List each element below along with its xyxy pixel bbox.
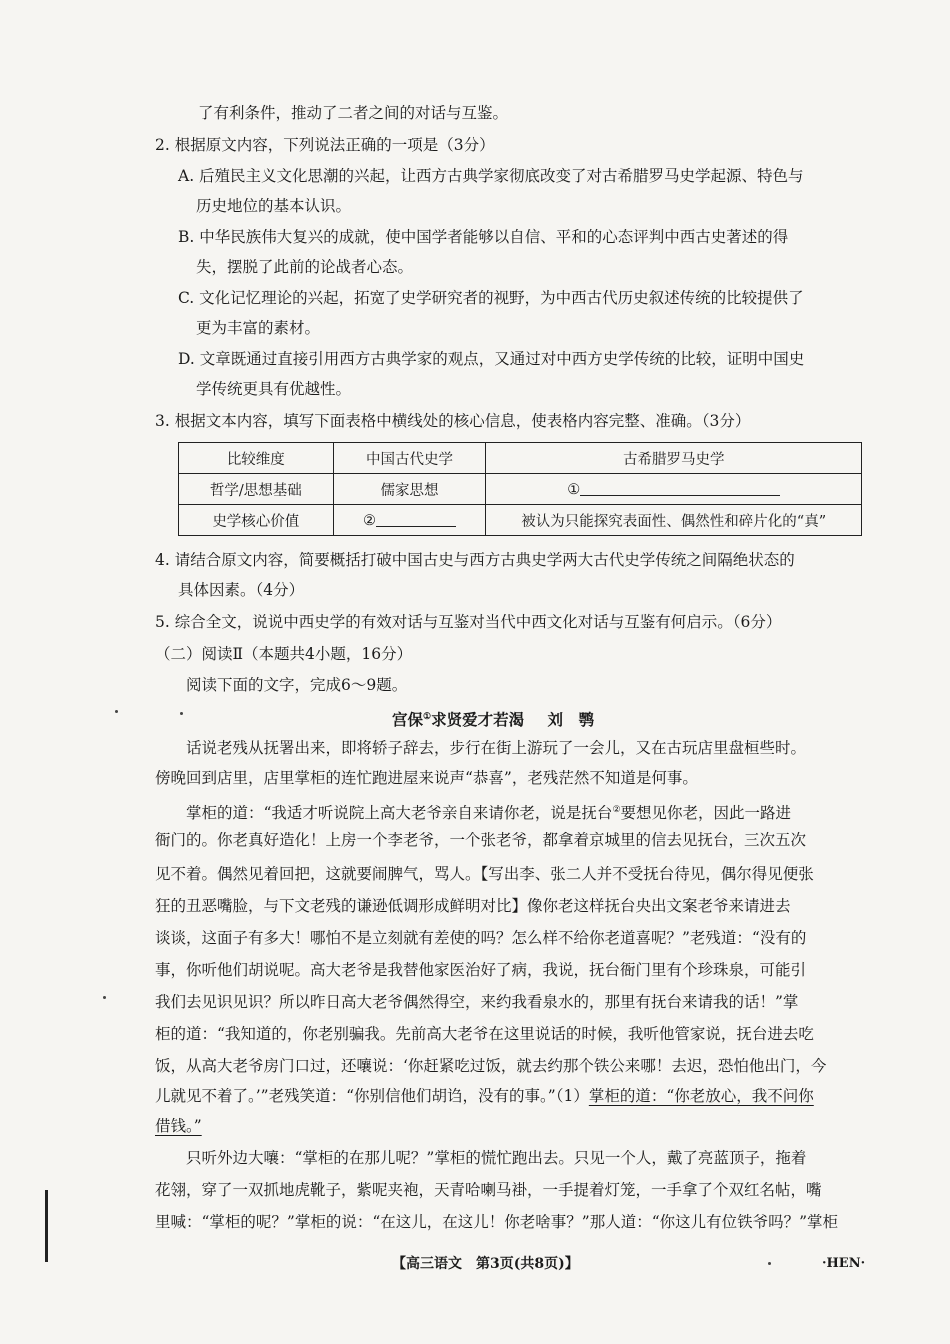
story-line: 柜的道：“我知道的，你老别骗我。先前高大老爷在这里说话的时候，我听他管家说，抚台进去吃 <box>155 1025 814 1043</box>
option-b-line2: 失，摆脱了此前的论战者心态。 <box>196 258 414 276</box>
story-author: 刘 鹗 <box>547 710 595 730</box>
page-footer: 【高三语文 第3页(共8页)】 <box>392 1256 579 1272</box>
option-d-line1: D. 文章既通过直接引用西方古典学家的观点，又通过对中西方史学传统的比较，证明中国史 <box>178 350 805 368</box>
story-line: 傍晚回到店里，店里掌柜的连忙跑进屋来说声“恭喜”，老残茫然不知道是何事。 <box>155 769 698 787</box>
question-3: 3. 根据文本内容，填写下面表格中横线处的核心信息，使表格内容完整、准确。（3分） <box>155 412 751 430</box>
story-line: 话说老残从抚署出来，即将轿子辞去，步行在街上游玩了一会儿，又在古玩店里盘桓些时。 <box>186 739 807 757</box>
story-line <box>155 1116 202 1136</box>
question-2: 2. 根据原文内容，下列说法正确的一项是（3分） <box>155 136 495 154</box>
option-d-line2: 学传统更具有优越性。 <box>196 380 352 398</box>
story-text: 儿就见不着了。’”老残笑道：“你别信他们胡诌，没有的事。”（1） <box>155 1087 589 1105</box>
underlined-sentence: 借钱。” <box>155 1117 202 1135</box>
table-cell <box>486 474 862 505</box>
story-line <box>186 800 791 823</box>
instruction: 阅读下面的文字，完成6～9题。 <box>186 676 408 694</box>
option-c-line2: 更为丰富的素材。 <box>196 319 321 337</box>
story-line: 饭，从高大老爷房门口过，还嚷说：‘你赶紧吃过饭，就去约那个铁公来哪！去迟，恐怕他出门，今 <box>155 1057 827 1075</box>
table-cell: 史学核心价值 <box>179 505 334 536</box>
blank-marker: ① <box>567 481 581 498</box>
story-line: 事，你听他们胡说呢。高大老爷是我替他家医治好了病，我说，抚台衙门里有个珍珠泉，可能引 <box>155 961 807 979</box>
comparison-table <box>178 442 862 536</box>
table-cell <box>333 505 486 536</box>
question-5: 5. 综合全文，说说中西史学的有效对话与互鉴对当代中西文化对话与互鉴有何启示。（6分） <box>155 613 782 631</box>
story-line: 见不着。偶然见着回把，这就要闹脾气，骂人。【写出李、张二人并不受抚台待见，偶尔得见便张 <box>155 865 814 883</box>
story-line: 谈谈，这面子有多大！哪怕不是立刻就有差使的吗？怎么样不给你老道喜呢？”老残道：“没有的 <box>155 929 807 947</box>
scan-dot <box>768 1262 771 1265</box>
question-4-line2: 具体因素。（4分） <box>178 581 305 599</box>
underlined-sentence: 掌柜的道：“你老放心，我不问你 <box>588 1087 814 1105</box>
story-line: 花翎，穿了一双抓地虎靴子，紫呢夹袍，天青哈喇马褂，一手提着灯笼，一手拿了个双红名帖，嘴 <box>155 1181 822 1199</box>
table-cell: 被认为只能探究表面性、偶然性和碎片化的“真” <box>486 505 862 536</box>
story-line <box>155 1086 814 1106</box>
story-line: 狂的丑恶嘴脸，与下文老残的谦逊低调形成鲜明对比】像你老这样抚台央出文案老爷来请进去 <box>155 897 791 915</box>
scan-dot <box>103 996 106 999</box>
story-text: 掌柜的道：“我适才听说院上高大老爷亲自来请你老，说是抚台 <box>186 804 613 823</box>
blank-marker: ② <box>363 512 377 529</box>
option-a-line1: A. 后殖民主义文化思潮的兴起，让西方古典学家彻底改变了对古希腊罗马史学起源、特色与 <box>178 167 804 185</box>
scan-mark <box>45 1190 48 1262</box>
title-part: 求贤爱才若渴 <box>431 710 525 730</box>
table-cell: 哲学/思想基础 <box>179 474 334 505</box>
table-header: 古希腊罗马史学 <box>486 443 862 474</box>
question-4-line1: 4. 请结合原文内容，简要概括打破中国古史与西方古典史学两大古代史学传统之间隔绝状态的 <box>155 551 795 569</box>
story-line: 里喊：“掌柜的呢？”掌柜的说：“在这儿，在这儿！你老啥事？”那人道：“你这儿有位铁爷吗？”掌柜 <box>155 1213 839 1231</box>
table-header: 比较维度 <box>179 443 334 474</box>
section-heading: （二）阅读Ⅱ（本题共4小题，16分） <box>155 645 413 663</box>
footnote-mark: ① <box>423 712 432 722</box>
story-line: 只听外边大嚷：“掌柜的在那儿呢？”掌柜的慌忙跑出去。只见一个人，戴了亮蓝顶子，拖着 <box>186 1149 807 1167</box>
footer-code: ·HEN· <box>822 1256 866 1271</box>
table-row <box>179 474 862 505</box>
title-part: 宫保 <box>392 710 424 730</box>
scan-dot <box>115 710 118 713</box>
story-line: 衙门的。你老真好造化！上房一个李老爷，一个张老爷，都拿着京城里的信去见抚台，三次五次 <box>155 831 807 849</box>
option-a-line2: 历史地位的基本认识。 <box>196 197 352 215</box>
answer-blank-2[interactable] <box>376 512 456 527</box>
table-row <box>179 505 862 536</box>
story-line: 我们去见识见识？所以昨日高大老爷偶然得空，来约我看泉水的，那里有抚台来请我的话！”掌 <box>155 993 799 1011</box>
option-c-line1: C. 文化记忆理论的兴起，拓宽了史学研究者的视野，为中西古代历史叙述传统的比较提供了 <box>178 289 804 307</box>
story-title <box>392 707 594 730</box>
table-header: 中国古代史学 <box>333 443 486 474</box>
table-row <box>179 443 862 474</box>
footnote-mark: ② <box>612 805 621 815</box>
table-cell: 儒家思想 <box>333 474 486 505</box>
text-line: 了有利条件，推动了二者之间的对话与互鉴。 <box>198 104 509 122</box>
option-b-line1: B. 中华民族伟大复兴的成就，使中国学者能够以自信、平和的心态评判中西古史著述的得 <box>178 228 789 246</box>
scan-dot <box>180 712 183 715</box>
story-text: 要想见你老，因此一路进 <box>620 804 792 823</box>
answer-blank-1[interactable] <box>580 481 780 496</box>
